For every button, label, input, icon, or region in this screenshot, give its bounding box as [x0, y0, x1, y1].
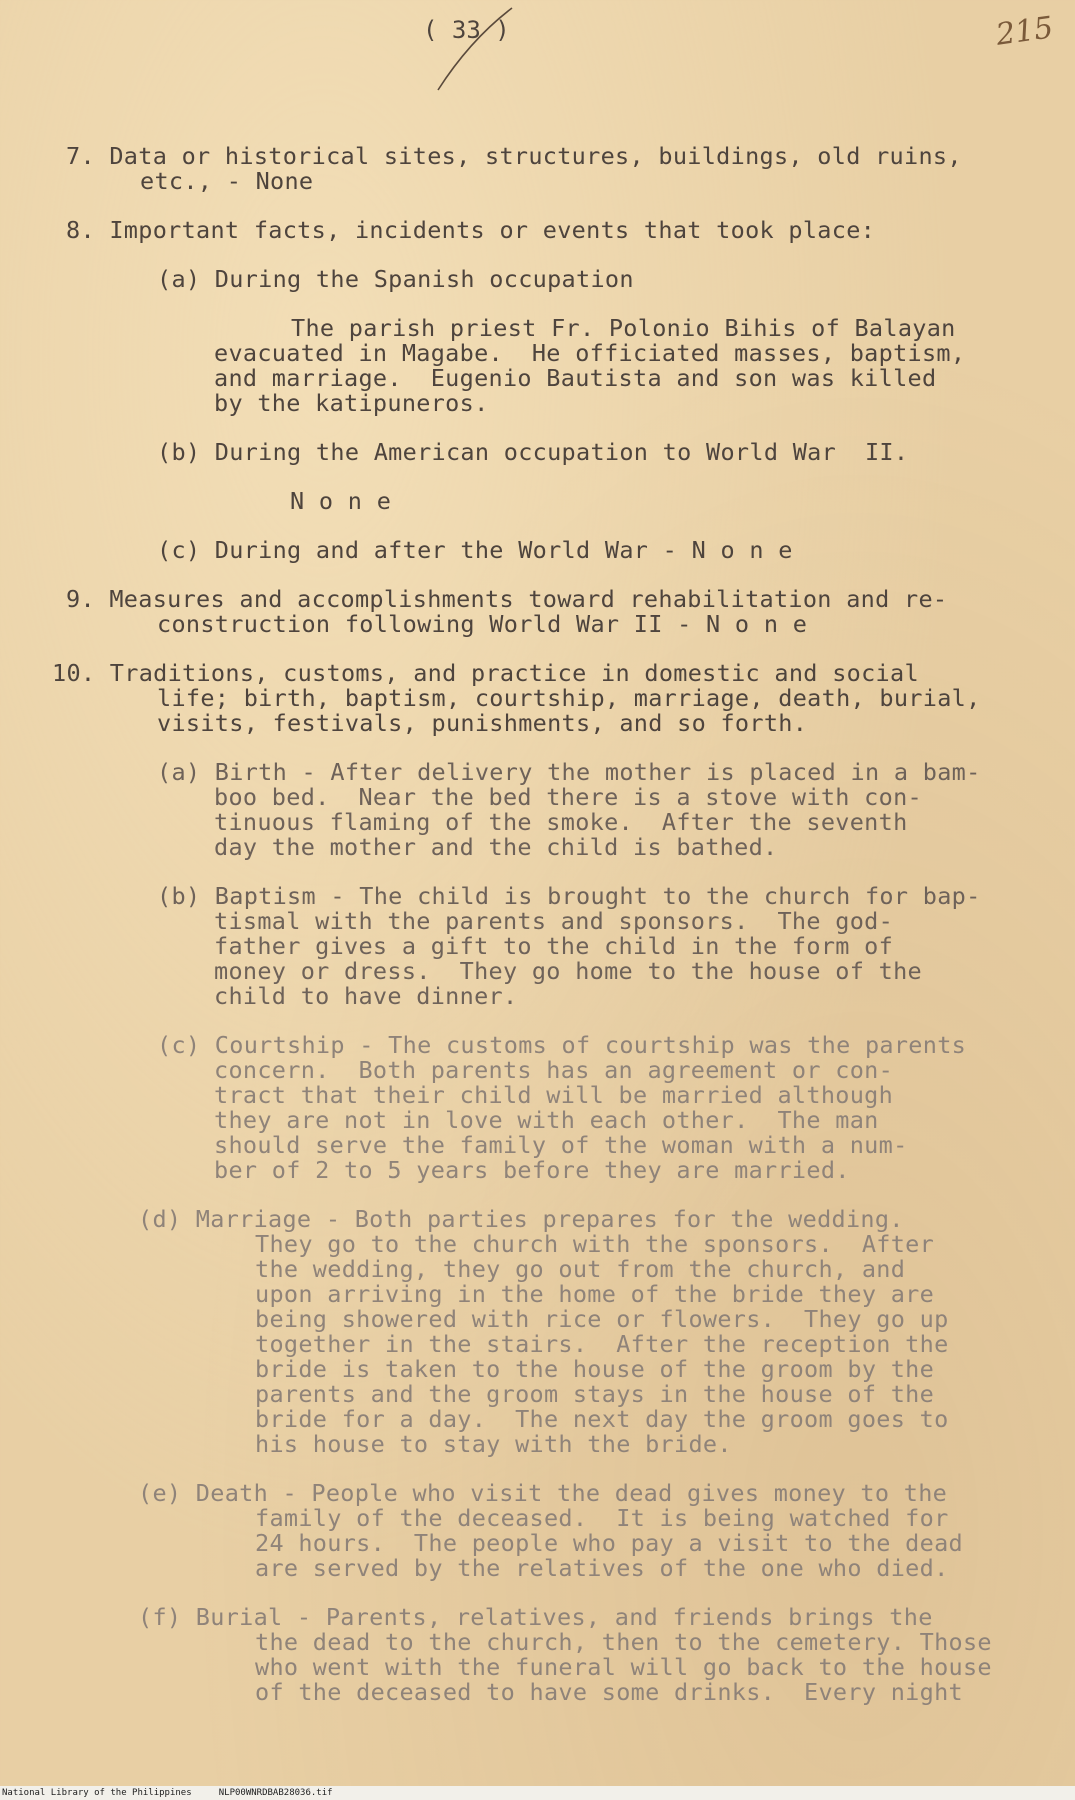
text-line-34: the wedding, they go out from the church, and	[255, 1255, 906, 1283]
text-line-33: They go to the church with the sponsors. After	[255, 1230, 935, 1258]
archive-footer	[0, 1786, 1075, 1800]
text-line-37: together in the stairs. After the reception the	[255, 1330, 949, 1358]
text-line-2: etc., - None	[140, 167, 314, 195]
text-line-44: 24 hours. The people who pay a visit to the dead	[255, 1529, 963, 1557]
text-line-10: N o n e	[290, 487, 392, 515]
text-line-28: tract that their child will be married although	[214, 1081, 894, 1109]
text-line-38: bride is taken to the house of the groom by the	[255, 1355, 935, 1383]
text-line-24: money or dress. They go home to the house of the	[214, 957, 922, 985]
text-line-41: his house to stay with the bride.	[255, 1430, 732, 1458]
text-line-17: (a) Birth - After delivery the mother is placed in a bam-	[157, 758, 981, 786]
text-line-3: 8. Important facts, incidents or events that took place:	[66, 216, 876, 244]
handwritten-page-number: 215	[993, 10, 1056, 53]
text-line-21: (b) Baptism - The child is brought to the church for bap-	[157, 882, 981, 910]
text-line-16: visits, festivals, punishments, and so forth.	[157, 709, 808, 737]
text-line-13: construction following World War II - N o n e	[157, 610, 808, 638]
text-line-25: child to have dinner.	[214, 982, 518, 1010]
text-line-12: 9. Measures and accomplishments toward rehabilitation and re-	[66, 585, 948, 613]
text-line-32: (d) Marriage - Both parties prepares for the wedding.	[138, 1205, 904, 1233]
text-line-1: 7. Data or historical sites, structures, buildings, old ruins,	[66, 142, 962, 170]
text-line-4: (a) During the Spanish occupation	[157, 265, 634, 293]
text-line-26: (c) Courtship - The customs of courtship was the parents	[157, 1031, 967, 1059]
text-line-14: 10. Traditions, customs, and practice in domestic and social	[52, 659, 919, 687]
text-line-40: bride for a day. The next day the groom goes to	[255, 1405, 949, 1433]
text-line-18: boo bed. Near the bed there is a stove with con-	[214, 783, 922, 811]
text-line-45: are served by the relatives of the one who died.	[255, 1554, 949, 1582]
text-line-8: by the katipuneros.	[214, 389, 489, 417]
text-line-5: The parish priest Fr. Polonio Bihis of Balayan	[291, 314, 956, 342]
text-line-27: concern. Both parents has an agreement or con-	[214, 1056, 894, 1084]
text-line-7: and marriage. Eugenio Bautista and son was killed	[214, 364, 937, 392]
text-line-42: (e) Death - People who visit the dead gives money to the	[138, 1479, 948, 1507]
text-line-39: parents and the groom stays in the house of the	[255, 1380, 935, 1408]
text-line-22: tismal with the parents and sponsors. The god-	[214, 907, 894, 935]
text-line-46: (f) Burial - Parents, relatives, and friends brings the	[138, 1603, 933, 1631]
text-line-31: ber of 2 to 5 years before they are married.	[214, 1156, 850, 1184]
page-number: ( 33 )	[423, 16, 510, 44]
footer-library: National Library of the Philippines	[2, 1788, 192, 1798]
text-line-49: of the deceased to have some drinks. Every night	[255, 1678, 963, 1706]
footer-file: NLP00WNRDBAB28036.tif	[218, 1788, 333, 1798]
text-line-11: (c) During and after the World War - N o n e	[157, 536, 793, 564]
text-line-48: who went with the funeral will go back to the house	[255, 1653, 992, 1681]
text-line-47: the dead to the church, then to the cemetery. Those	[255, 1628, 992, 1656]
text-line-29: they are not in love with each other. The man	[214, 1106, 879, 1134]
text-line-35: upon arriving in the home of the bride they are	[255, 1280, 935, 1308]
text-line-30: should serve the family of the woman with a num-	[214, 1131, 908, 1159]
text-line-15: life; birth, baptism, courtship, marriage, death, burial,	[157, 684, 981, 712]
text-line-43: family of the deceased. It is being watched for	[255, 1504, 949, 1532]
text-line-19: tinuous flaming of the smoke. After the seventh	[214, 808, 908, 836]
text-line-23: father gives a gift to the child in the form of	[214, 932, 894, 960]
text-line-36: being showered with rice or flowers. They go up	[255, 1305, 949, 1333]
text-line-6: evacuated in Magabe. He officiated masses, baptism,	[214, 339, 966, 367]
text-line-9: (b) During the American occupation to World War II.	[157, 438, 909, 466]
text-line-20: day the mother and the child is bathed.	[214, 833, 778, 861]
